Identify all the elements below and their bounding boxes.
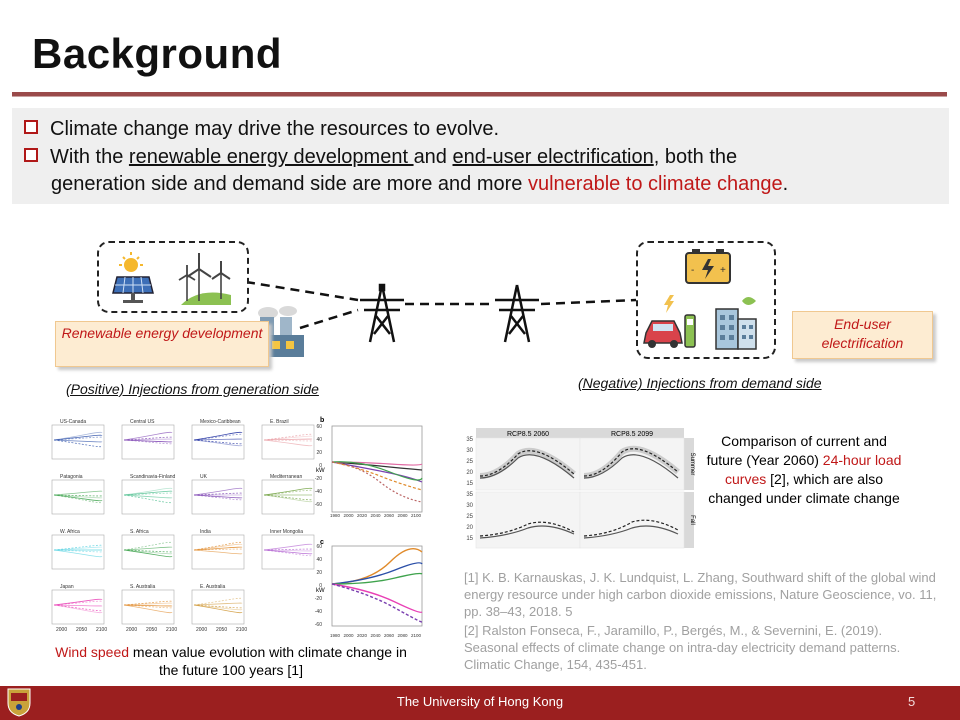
load-caption — [706, 432, 902, 508]
bullet-2-text-c: , both the — [653, 146, 738, 168]
wind-caption — [46, 643, 416, 679]
bullet-box — [12, 108, 949, 204]
load-y-tick: 15 — [466, 536, 473, 542]
load-caption-text-b: [2], which are also changed under climate change — [708, 471, 900, 506]
big-panel-x-tick: 2080 — [397, 633, 408, 638]
load-caption-text-a: Comparison of current and future (Year 2060) — [706, 433, 887, 468]
big-panel-y-tick: -20 — [314, 476, 322, 482]
big-panel-y-tick: 20 — [316, 570, 322, 576]
bullet-square-icon — [24, 120, 38, 134]
bullet-1 — [24, 116, 499, 143]
big-panel-y-tick: 60 — [316, 544, 322, 550]
positive-injection-caption: (Positive) Injections from generation side — [66, 381, 319, 397]
big-panel-y-tick: 0 — [319, 583, 322, 589]
big-panel-x-tick: 2040 — [370, 513, 381, 518]
wind-panel-x-tick: 2050 — [146, 627, 158, 633]
wind-panel-x-tick: 2100 — [236, 627, 248, 633]
wind-panel-title: S. Australia — [130, 584, 156, 590]
big-panel-y-tick: 20 — [316, 450, 322, 456]
big-panel-y-tick: -20 — [314, 596, 322, 602]
wind-caption-red: Wind speed — [55, 644, 130, 660]
wind-panel-title: US-Canada — [60, 419, 87, 425]
reference-1: [1] K. B. Karnauskas, J. K. Lundquist, L. Zhang, Southward shift of the global wind energy resource under high carbon dioxide emissions, Nature Geoscience, vo. 11, pp. 38–43, 2018. 5 — [464, 570, 937, 619]
wind-panel-x-tick: 2000 — [56, 627, 68, 633]
wind-panel-x-tick: 2000 — [126, 627, 138, 633]
big-panel-c-ylabel: kW — [316, 588, 325, 594]
wind-panel — [192, 480, 244, 514]
reference-2: [2] Ralston Fonseca, F., Jaramillo, P., Bergés, M., & Severnini, E. (2019). Seasonal effects of climate change on intra-day electricity demand patterns. Climatic Change, 154, 435-451. — [464, 623, 901, 672]
page-number: 5 — [908, 694, 916, 709]
wind-panel-title: E. Australia — [200, 584, 226, 590]
wind-panel-title: Japan — [60, 584, 74, 590]
load-y-tick: 20 — [466, 470, 473, 476]
big-panel-x-tick: 2100 — [411, 633, 422, 638]
load-y-tick: 25 — [466, 459, 473, 465]
end-user-electrification-term: end-user electrification — [452, 146, 654, 168]
bullet-2-text-a: With the — [50, 146, 129, 168]
bullet-2-text-b: and — [413, 146, 453, 168]
big-panel-b-ylabel: kW — [316, 468, 325, 474]
wind-panel-title: India — [200, 529, 211, 535]
demand-group — [636, 241, 776, 359]
wind-panel-title: Inner Mongolia — [270, 529, 304, 535]
wind-panel — [262, 425, 314, 459]
wind-panel-title: UK — [200, 474, 207, 480]
bullet-square-icon — [24, 148, 38, 162]
vulnerable-phrase: vulnerable to climate change — [527, 173, 783, 195]
generation-group — [97, 241, 249, 313]
bullet-2 — [24, 144, 737, 171]
panel-c-label: c — [320, 539, 324, 546]
big-panel-x-tick: 2020 — [357, 633, 368, 638]
transmission-tower-icon — [360, 285, 404, 342]
big-panel-y-tick: 0 — [319, 463, 322, 469]
big-panel-x-tick: 1980 — [330, 633, 341, 638]
svg-text:-: - — [691, 265, 695, 276]
big-panel-y-tick: -60 — [314, 622, 322, 628]
wind-caption-text: mean value evolution with climate change in the future 100 years [1] — [129, 644, 407, 678]
negative-injection-caption: (Negative) Injections from demand side — [578, 375, 822, 391]
wind-panel — [52, 590, 104, 624]
load-y-tick: 20 — [466, 525, 473, 531]
row-bottom-label: Fall — [689, 515, 695, 525]
big-panel-y-tick: -60 — [314, 502, 322, 508]
big-panel-x-tick: 1980 — [330, 513, 341, 518]
renewable-energy-label: Renewable energy development — [55, 321, 269, 367]
building-icon — [638, 243, 774, 357]
wind-panel-x-tick: 2050 — [216, 627, 228, 633]
wind-panel-title: E. Brazil — [270, 419, 289, 425]
bullet-3-text-b: . — [782, 173, 789, 195]
load-caption-red: 24-hour load curves — [725, 452, 902, 487]
footer-institution: The University of Hong Kong — [396, 694, 564, 709]
wind-panel-x-tick: 2100 — [96, 627, 108, 633]
load-y-tick: 25 — [466, 514, 473, 520]
wind-panel-title: Mexico-Caribbean — [200, 419, 241, 425]
big-panel-x-tick: 2000 — [343, 633, 354, 638]
big-panel-x-tick: 2060 — [384, 633, 395, 638]
bullet-3-text-a: generation side and demand side are more and more — [51, 173, 528, 195]
wind-panel-title: Central US — [130, 419, 155, 425]
big-panel-x-tick: 2000 — [343, 513, 354, 518]
big-panel-y-tick: 60 — [316, 424, 322, 430]
big-panel-x-tick: 2080 — [397, 513, 408, 518]
renewable-development-term: renewable energy development — [128, 146, 414, 168]
load-y-tick: 35 — [466, 492, 473, 498]
wind-panel-title: S. Africa — [130, 529, 149, 535]
transmission-tower-icon — [495, 285, 539, 342]
wind-panel-x-tick: 2050 — [76, 627, 88, 633]
title-rule — [12, 92, 947, 97]
load-y-tick: 30 — [466, 448, 473, 454]
wind-turbine-icon — [99, 243, 247, 311]
wind-panel-x-tick: 2100 — [166, 627, 178, 633]
wind-panel — [52, 480, 104, 514]
big-panel-x-tick: 2100 — [411, 513, 422, 518]
wind-panel — [192, 590, 244, 624]
bullet-1-text: Climate change may drive the resources to evolve. — [50, 118, 500, 140]
panel-left-label: RCP8.5 2060 — [506, 431, 550, 438]
wind-panel — [262, 480, 314, 514]
wind-speed-figure — [30, 412, 430, 638]
wind-panel — [122, 590, 174, 624]
big-panel-x-tick: 2040 — [370, 633, 381, 638]
big-panel-y-tick: -40 — [314, 609, 322, 615]
wind-panel — [122, 480, 174, 514]
big-panel-y-tick: 40 — [316, 437, 322, 443]
big-panel-x-tick: 2020 — [357, 513, 368, 518]
end-user-label: End-user electrification — [792, 311, 933, 359]
wind-panel-title: Scandinavia-Finland — [130, 474, 176, 480]
slide-title: Background — [32, 30, 283, 77]
load-y-tick: 35 — [466, 437, 473, 443]
big-panel-x-tick: 2060 — [384, 513, 395, 518]
row-top-label: Summer — [689, 452, 695, 476]
big-panel-y-tick: -40 — [314, 489, 322, 495]
wind-panel — [192, 425, 244, 459]
wind-panel-title: Mediterranean — [270, 474, 303, 480]
load-curve-figure — [458, 424, 698, 556]
panel-right-label: RCP8.5 2099 — [610, 431, 654, 438]
wind-panel-x-tick: 2000 — [196, 627, 208, 633]
load-y-tick: 30 — [466, 503, 473, 509]
wind-panel-title: W. Africa — [60, 529, 80, 535]
load-y-tick: 15 — [466, 481, 473, 487]
wind-panel-title: Patagonia — [60, 474, 83, 480]
svg-text:+: + — [720, 265, 726, 276]
panel-b-label: b — [320, 417, 325, 424]
bullet-2-line-2 — [51, 171, 788, 198]
big-panel-y-tick: 40 — [316, 557, 322, 563]
